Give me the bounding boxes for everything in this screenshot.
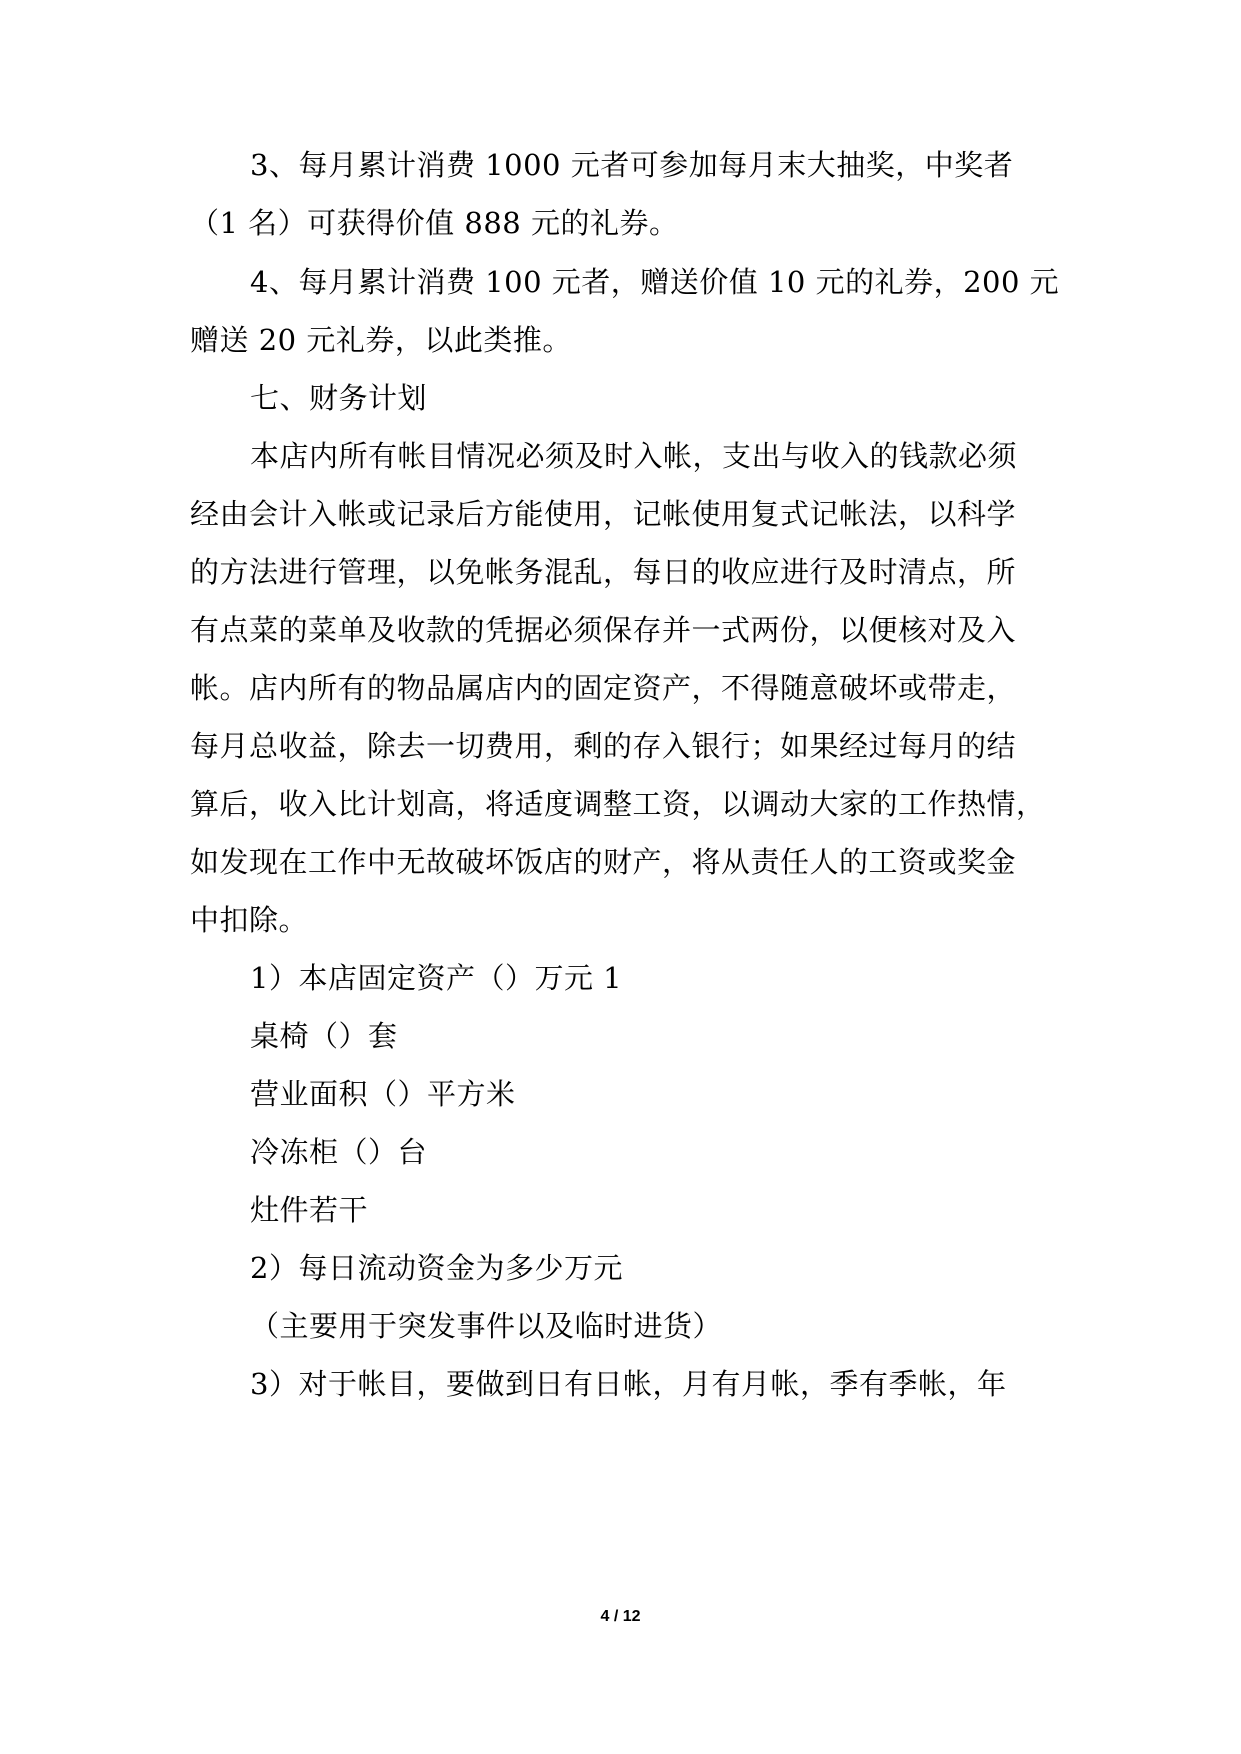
list-item: 1）本店固定资产（）万元 1 (250, 961, 623, 995)
list-item: 2）每日流动资金为多少万元 (250, 1251, 623, 1285)
text-line: 每月总收益，除去一切费用，剩的存入银行；如果经过每月的结 (190, 729, 1017, 763)
text-line: 本店内所有帐目情况必须及时入帐，支出与收入的钱款必须 (250, 439, 1018, 473)
list-item: （主要用于突发事件以及临时进货） (250, 1309, 723, 1343)
text-line: 的方法进行管理，以免帐务混乱，每日的收应进行及时清点，所 (190, 555, 1017, 589)
text-line: 赠送 20 元礼券，以此类推。 (190, 323, 572, 357)
list-item: 冷冻柜（）台 (250, 1135, 428, 1169)
text-line: 有点菜的菜单及收款的凭据必须保存并一式两份，以便核对及入 (190, 613, 1017, 647)
list-item: 灶件若干 (250, 1193, 369, 1227)
text-line: 算后，收入比计划高，将适度调整工资，以调动大家的工作热情， (190, 787, 1046, 821)
text-line: 4、每月累计消费 100 元者，赠送价值 10 元的礼券，200 元 (250, 265, 1060, 299)
list-item: 桌椅（）套 (250, 1019, 398, 1053)
list-item: 营业面积（）平方米 (250, 1077, 516, 1111)
list-item: 3）对于帐目，要做到日有日帐，月有月帐，季有季帐，年 (250, 1367, 1007, 1401)
text-line: （1 名）可获得价值 888 元的礼券。 (190, 206, 679, 240)
text-line: 3、每月累计消费 1000 元者可参加每月末大抽奖，中奖者 (250, 148, 1014, 182)
text-line: 经由会计入帐或记录后方能使用，记帐使用复式记帐法，以科学 (190, 497, 1017, 531)
text-line: 中扣除。 (190, 903, 309, 937)
section-heading: 七、财务计划 (250, 381, 428, 415)
text-line: 帐。店内所有的物品属店内的固定资产，不得随意破坏或带走， (190, 671, 1017, 705)
text-line: 如发现在工作中无故破坏饭店的财产，将从责任人的工资或奖金 (190, 845, 1017, 879)
page-number: 4 / 12 (600, 1608, 641, 1625)
